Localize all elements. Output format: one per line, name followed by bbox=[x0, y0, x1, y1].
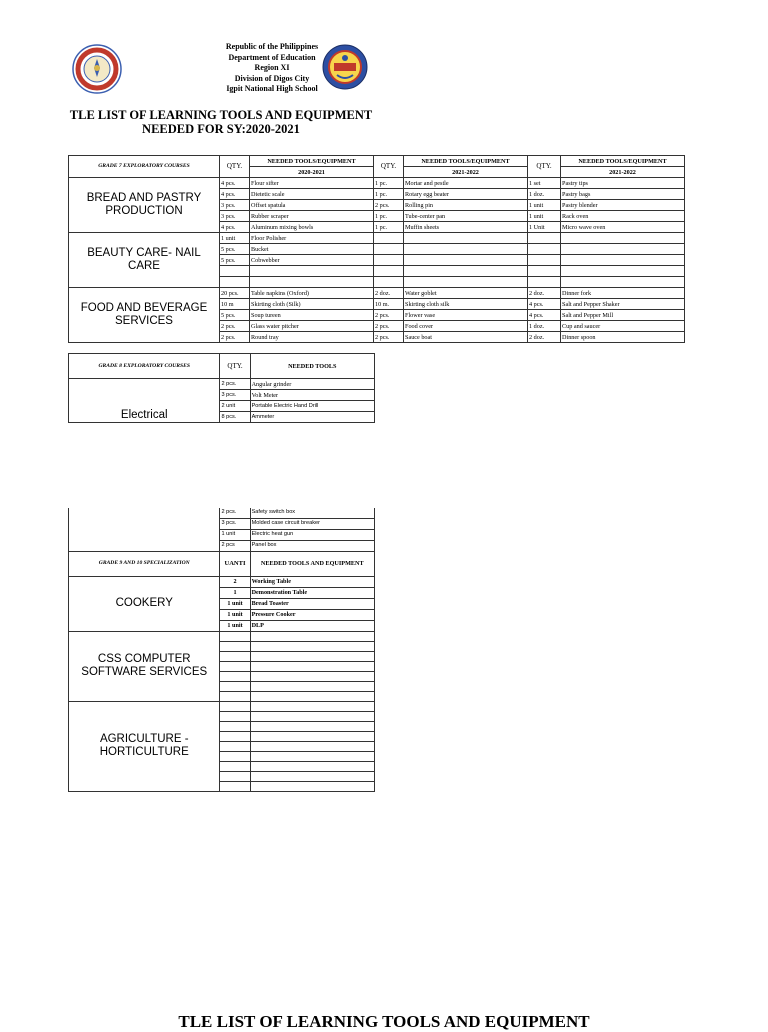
item-cell bbox=[250, 691, 374, 701]
year-header: 2021-2022 bbox=[404, 167, 528, 178]
category-cell: CSS COMPUTER SOFTWARE SERVICES bbox=[69, 631, 220, 701]
qty-cell: 4 pcs. bbox=[220, 178, 250, 189]
item-cell bbox=[561, 277, 685, 288]
table-row bbox=[69, 631, 375, 641]
qty-cell: 10 m. bbox=[374, 299, 404, 310]
qty-cell bbox=[220, 741, 250, 751]
year-header: 2020-2021 bbox=[250, 167, 374, 178]
grade-header: GRADE 9 AND 10 SPECIALIZATION bbox=[69, 551, 220, 576]
item-cell: Rubber scraper bbox=[250, 211, 374, 222]
table-row bbox=[69, 288, 685, 299]
grade8-table-continued bbox=[68, 497, 375, 792]
qty-cell bbox=[220, 651, 250, 661]
qty-cell bbox=[374, 255, 404, 266]
needed-header: NEEDED TOOLS/EQUIPMENT bbox=[561, 156, 685, 167]
qty-cell bbox=[374, 233, 404, 244]
needed-header: NEEDED TOOLS/EQUIPMENT bbox=[404, 156, 528, 167]
letterhead-line: Division of Digos City bbox=[234, 73, 310, 83]
qty-header: QTY. bbox=[528, 156, 561, 178]
qty-cell: 1 unit bbox=[220, 233, 250, 244]
item-cell: Floor Polisher bbox=[250, 233, 374, 244]
qty-cell: 1 pc. bbox=[374, 211, 404, 222]
qty-cell: 2 pcs. bbox=[220, 379, 250, 390]
year-header: 2021-2022 bbox=[561, 167, 685, 178]
qty-cell bbox=[220, 771, 250, 781]
item-cell: Soup tureen bbox=[250, 310, 374, 321]
item-cell bbox=[561, 255, 685, 266]
item-cell bbox=[561, 233, 685, 244]
qty-cell: 5 pcs. bbox=[220, 310, 250, 321]
qty-cell: 8 pcs. bbox=[220, 412, 250, 423]
item-cell bbox=[404, 233, 528, 244]
qty-cell: 1 pc. bbox=[374, 189, 404, 200]
qty-cell bbox=[220, 277, 250, 288]
qty-cell: 2 pcs. bbox=[220, 507, 250, 518]
item-cell: Pastry blender bbox=[561, 200, 685, 211]
category-cell: FOOD AND BEVERAGE SERVICES bbox=[69, 288, 220, 343]
item-cell: Dinner fork bbox=[561, 288, 685, 299]
qty-cell: 4 pcs. bbox=[220, 222, 250, 233]
item-cell bbox=[250, 751, 374, 761]
item-cell: Sauce boat bbox=[404, 332, 528, 343]
item-cell: Rack oven bbox=[561, 211, 685, 222]
qty-cell: 2 pcs. bbox=[220, 321, 250, 332]
category-cell: COOKERY bbox=[69, 576, 220, 631]
qty-cell: 4 pcs. bbox=[220, 189, 250, 200]
item-cell bbox=[561, 244, 685, 255]
item-cell: Round tray bbox=[250, 332, 374, 343]
letterhead bbox=[190, 42, 354, 95]
item-cell bbox=[250, 771, 374, 781]
qty-cell bbox=[374, 244, 404, 255]
category-electrical: Electrical bbox=[69, 379, 220, 423]
qty-cell: 1 pc. bbox=[374, 222, 404, 233]
item-cell bbox=[250, 277, 374, 288]
item-cell bbox=[250, 641, 374, 651]
qty-cell: 1 bbox=[220, 587, 250, 598]
qty-cell bbox=[220, 761, 250, 771]
item-cell: Micro wave oven bbox=[561, 222, 685, 233]
item-cell: Flower vase bbox=[404, 310, 528, 321]
qty-cell: 2 unit bbox=[220, 401, 250, 412]
item-cell: Rotary egg beater bbox=[404, 189, 528, 200]
qty-cell bbox=[528, 255, 561, 266]
qty-cell bbox=[220, 631, 250, 641]
item-cell: Angular grinder bbox=[250, 379, 374, 390]
qty-cell: 2 pcs. bbox=[374, 321, 404, 332]
item-cell: Muffin sheets bbox=[404, 222, 528, 233]
qty-cell: 1 set bbox=[528, 178, 561, 189]
needed-header: NEEDED TOOLS bbox=[250, 354, 374, 379]
item-cell: Safety switch box bbox=[250, 507, 374, 518]
qty-cell: 2 pcs. bbox=[220, 332, 250, 343]
qty-cell: 1 unit bbox=[220, 609, 250, 620]
qty-cell: 3 pcs. bbox=[220, 211, 250, 222]
item-cell: Skirting cloth silk bbox=[404, 299, 528, 310]
deped-seal-icon bbox=[72, 44, 122, 94]
item-cell bbox=[404, 244, 528, 255]
qty-cell: 3 pcs. bbox=[220, 200, 250, 211]
qty-header: QTY. bbox=[374, 156, 404, 178]
grade-header: GRADE 8 EXPLORATORY COURSES bbox=[69, 354, 220, 379]
item-cell bbox=[250, 671, 374, 681]
item-cell: Molded case circuit breaker bbox=[250, 518, 374, 529]
qty-cell bbox=[220, 691, 250, 701]
qty-cell bbox=[220, 681, 250, 691]
item-cell bbox=[250, 681, 374, 691]
qty-cell: 4 pcs. bbox=[528, 299, 561, 310]
qty-cell: 2 doz. bbox=[528, 332, 561, 343]
document-title bbox=[66, 108, 376, 136]
item-cell: Panel box bbox=[250, 540, 374, 551]
item-cell: Water goblet bbox=[404, 288, 528, 299]
qty-cell bbox=[220, 661, 250, 671]
item-cell bbox=[250, 731, 374, 741]
qty-cell bbox=[374, 277, 404, 288]
qty-cell: 3 pcs. bbox=[220, 518, 250, 529]
item-cell bbox=[404, 255, 528, 266]
qty-header: QTY. bbox=[220, 354, 250, 379]
qty-cell: 1 pc. bbox=[374, 178, 404, 189]
qty-cell: 5 pcs. bbox=[220, 255, 250, 266]
table-row bbox=[69, 576, 375, 587]
item-cell: Bucket bbox=[250, 244, 374, 255]
item-cell: Tube-center pan bbox=[404, 211, 528, 222]
qty-cell bbox=[220, 731, 250, 741]
qty-cell: 2 doz. bbox=[374, 288, 404, 299]
item-cell: Salt and Pepper Shaker bbox=[561, 299, 685, 310]
item-cell: Pastry tips bbox=[561, 178, 685, 189]
qty-cell bbox=[528, 266, 561, 277]
qty-cell bbox=[220, 641, 250, 651]
category-cell: AGRICULTURE -HORTICULTURE bbox=[69, 701, 220, 791]
item-cell: Portable Electric Hand Drill bbox=[250, 401, 374, 412]
item-cell: Flour sifter bbox=[250, 178, 374, 189]
qty-cell bbox=[374, 266, 404, 277]
item-cell bbox=[250, 741, 374, 751]
item-cell: Offset spatula bbox=[250, 200, 374, 211]
grade-header: GRADE 7 EXPLORATORY COURSES bbox=[69, 156, 220, 178]
item-cell bbox=[250, 651, 374, 661]
qty-cell bbox=[220, 711, 250, 721]
item-cell: Salt and Pepper Mill bbox=[561, 310, 685, 321]
item-cell: Pressure Cooker bbox=[250, 609, 374, 620]
item-cell: Food cover bbox=[404, 321, 528, 332]
item-cell: Working Table bbox=[250, 576, 374, 587]
table-row bbox=[69, 701, 375, 711]
item-cell bbox=[250, 266, 374, 277]
table-row bbox=[69, 233, 685, 244]
letterhead-line: Igpit National High School bbox=[226, 84, 318, 93]
item-cell: Electric heat gun bbox=[250, 529, 374, 540]
qty-header: QTY. bbox=[220, 156, 250, 178]
qty-cell bbox=[220, 751, 250, 761]
qty-cell bbox=[220, 701, 250, 711]
item-cell bbox=[250, 711, 374, 721]
needed-header: NEEDED TOOLS/EQUIPMENT bbox=[250, 156, 374, 167]
grade8-table bbox=[68, 353, 375, 423]
item-cell: Rolling pin bbox=[404, 200, 528, 211]
item-cell bbox=[404, 266, 528, 277]
next-page-title: TLE LIST OF LEARNING TOOLS AND EQUIPMENT bbox=[178, 1012, 590, 1031]
qty-cell: 1 unit bbox=[220, 529, 250, 540]
category-cell: BREAD AND PASTRY PRODUCTION bbox=[69, 178, 220, 233]
item-cell bbox=[250, 761, 374, 771]
item-cell bbox=[404, 277, 528, 288]
qty-cell bbox=[528, 277, 561, 288]
qty-cell bbox=[220, 671, 250, 681]
item-cell bbox=[561, 266, 685, 277]
item-cell: Table napkins (Oxford) bbox=[250, 288, 374, 299]
item-cell bbox=[250, 781, 374, 791]
letterhead-line: Department of Education bbox=[228, 52, 316, 62]
item-cell bbox=[250, 631, 374, 641]
qty-cell: 2 pcs. bbox=[374, 332, 404, 343]
qty-cell bbox=[220, 721, 250, 731]
item-cell: Mortar and pestle bbox=[404, 178, 528, 189]
item-cell bbox=[250, 701, 374, 711]
table-row bbox=[69, 178, 685, 189]
qty-cell: 20 pcs. bbox=[220, 288, 250, 299]
item-cell: Volt Meter bbox=[250, 390, 374, 401]
item-cell: Dinner spoon bbox=[561, 332, 685, 343]
item-cell: Pastry bags bbox=[561, 189, 685, 200]
item-cell: Cobwebber bbox=[250, 255, 374, 266]
qty-cell: 1 doz. bbox=[528, 321, 561, 332]
qty-cell: 4 pcs. bbox=[528, 310, 561, 321]
qty-cell: 2 pcs. bbox=[374, 310, 404, 321]
item-cell: Dietetic scale bbox=[250, 189, 374, 200]
qty-cell: 3 pcs. bbox=[220, 390, 250, 401]
qty-cell: 1 unit bbox=[220, 620, 250, 631]
qty-cell: 1 unit bbox=[528, 200, 561, 211]
qty-cell: 5 pcs. bbox=[220, 244, 250, 255]
qty-cell: 1 unit bbox=[220, 598, 250, 609]
title-line: NEEDED FOR SY:2020-2021 bbox=[142, 122, 300, 136]
item-cell: Glass water pitcher bbox=[250, 321, 374, 332]
needed-header: NEEDED TOOLS AND EQUIPMENT bbox=[250, 551, 374, 576]
page-break bbox=[0, 424, 768, 508]
item-cell: Demonstration Table bbox=[250, 587, 374, 598]
title-line: TLE LIST OF LEARNING TOOLS AND EQUIPMENT bbox=[69, 108, 373, 122]
qty-cell bbox=[220, 781, 250, 791]
category-cell: BEAUTY CARE- NAIL CARE bbox=[69, 233, 220, 288]
qty-cell: 2 pcs bbox=[220, 540, 250, 551]
qty-header: UANTI bbox=[220, 551, 250, 576]
item-cell bbox=[250, 721, 374, 731]
qty-cell: 1 unit bbox=[528, 211, 561, 222]
item-cell: DLP bbox=[250, 620, 374, 631]
qty-cell: 2 pcs. bbox=[374, 200, 404, 211]
item-cell: Bread Toaster bbox=[250, 598, 374, 609]
qty-cell bbox=[528, 244, 561, 255]
qty-cell: 10 m bbox=[220, 299, 250, 310]
item-cell: Skirting cloth (Silk) bbox=[250, 299, 374, 310]
letterhead-line: Republic of the Philippines bbox=[225, 42, 319, 51]
grade7-table bbox=[68, 155, 685, 343]
qty-cell: 1 Unit bbox=[528, 222, 561, 233]
qty-cell: 2 doz. bbox=[528, 288, 561, 299]
qty-cell: 1 doz. bbox=[528, 189, 561, 200]
qty-cell bbox=[220, 266, 250, 277]
item-cell: Ammeter bbox=[250, 412, 374, 423]
letterhead-line: Region XI bbox=[254, 63, 290, 72]
qty-cell: 2 bbox=[220, 576, 250, 587]
item-cell: Aluminum mixing bowls bbox=[250, 222, 374, 233]
item-cell: Cup and saucer bbox=[561, 321, 685, 332]
qty-cell bbox=[528, 233, 561, 244]
item-cell bbox=[250, 661, 374, 671]
